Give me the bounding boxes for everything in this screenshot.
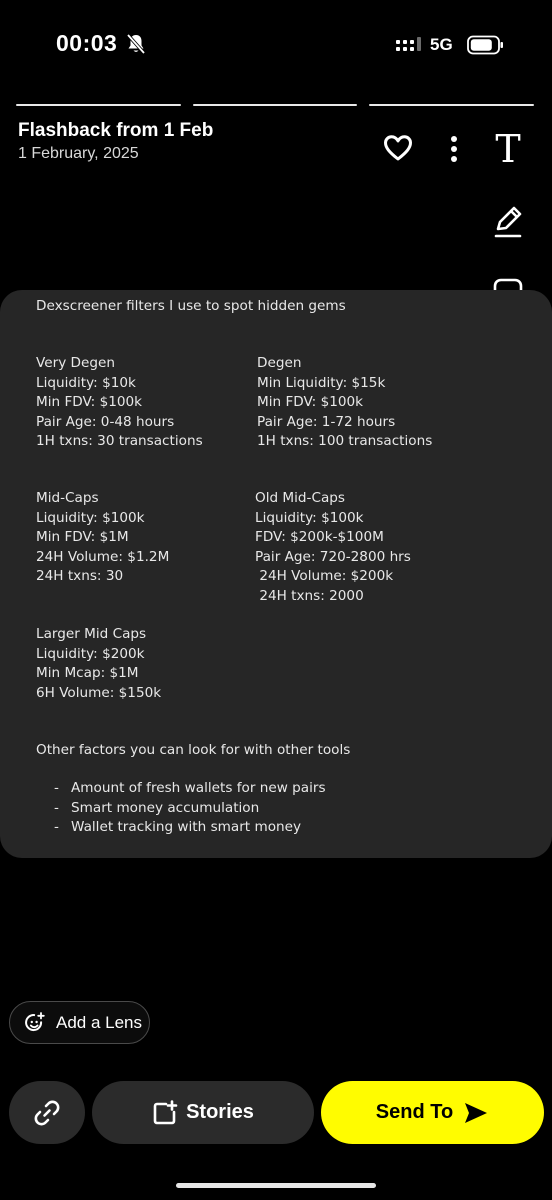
filter-line: 24H Volume: $1.2M [36,548,170,565]
lens-smiley-icon [24,1012,46,1034]
list-item-text: Amount of fresh wallets for new pairs [71,780,326,796]
link-icon [32,1098,62,1128]
heart-icon[interactable] [383,134,413,162]
list-item-text: Wallet tracking with smart money [71,819,302,835]
filter-line: Min Liquidity: $15k [257,374,386,391]
link-button[interactable] [9,1081,85,1144]
battery-icon [467,35,505,55]
list-item-text: Smart money accumulation [71,799,260,816]
filter-block-old-mid-caps [255,489,411,606]
filter-line: 24H Volume: $200k [255,568,394,584]
filter-line: Liquidity: $10k [36,374,136,391]
filter-block-degen [257,354,432,452]
filter-line: Pair Age: 720-2800 hrs [255,548,411,565]
other-factors-heading: Other factors you can look for with other tools [36,742,351,758]
filter-line: Larger Mid Caps [36,626,147,642]
filter-line: 1H txns: 30 transactions [36,433,203,449]
filter-line: Min Mcap: $1M [36,665,139,681]
story-progress [16,104,534,107]
filter-line: Pair Age: 0-48 hours [36,413,175,430]
filter-line: Very Degen [36,355,115,371]
stories-label: Stories [186,1101,254,1123]
filter-block-very-degen [36,354,203,452]
bullet-dash: - [54,799,59,816]
filter-line: Degen [257,355,302,371]
bullet-dash: - [54,780,59,796]
filter-line: 1H txns: 100 transactions [257,433,433,449]
home-indicator [176,1183,376,1188]
bell-muted-icon [126,33,146,55]
filter-line: FDV: $200k-$100M [255,529,384,545]
filter-line: Liquidity: $100k [36,509,145,526]
text-tool-icon[interactable]: T [495,127,521,171]
bullet-dash: - [54,819,59,835]
add-story-icon [152,1100,178,1126]
status-bar [0,0,552,90]
filter-line: Old Mid-Caps [255,490,345,506]
progress-segment [193,104,358,106]
filter-line: Pair Age: 1-72 hours [257,413,396,430]
filter-line: 24H txns: 2000 [255,587,364,604]
add-lens-button[interactable] [9,1001,150,1044]
filter-line: Min FDV: $100k [36,394,143,410]
pen-icon[interactable] [488,201,528,241]
more-options-icon[interactable] [444,134,464,164]
filter-block-larger-mid-caps [36,625,161,703]
send-to-label: Send To [375,1101,454,1123]
send-to-button[interactable] [321,1081,544,1144]
filter-line: 6H Volume: $150k [36,684,162,701]
filter-line: Mid-Caps [36,490,99,506]
filter-line: Liquidity: $100k [255,509,364,526]
memory-date: 1 February, 2025 [18,145,139,162]
send-arrow-icon [463,1101,489,1125]
list-item [54,779,326,799]
network-label: 5G [430,35,453,54]
list-item [54,818,326,838]
list-item [54,799,326,819]
stories-button[interactable] [92,1081,314,1144]
add-lens-label: Add a Lens [56,1012,143,1032]
signal-icon [395,36,425,54]
status-time: 00:03 [56,30,118,56]
filter-block-mid-caps [36,489,169,587]
filter-line: Min FDV: $100k [257,394,364,410]
filter-line: Liquidity: $200k [36,645,145,662]
other-factors-list [54,779,326,838]
card-headline: Dexscreener filters I use to spot hidden gems [36,298,346,314]
filter-line: 24H txns: 30 [36,568,124,584]
memory-title: Flashback from 1 Feb [18,120,214,141]
filter-line: Min FDV: $1M [36,529,129,545]
progress-segment [16,104,181,106]
progress-segment [369,104,534,106]
